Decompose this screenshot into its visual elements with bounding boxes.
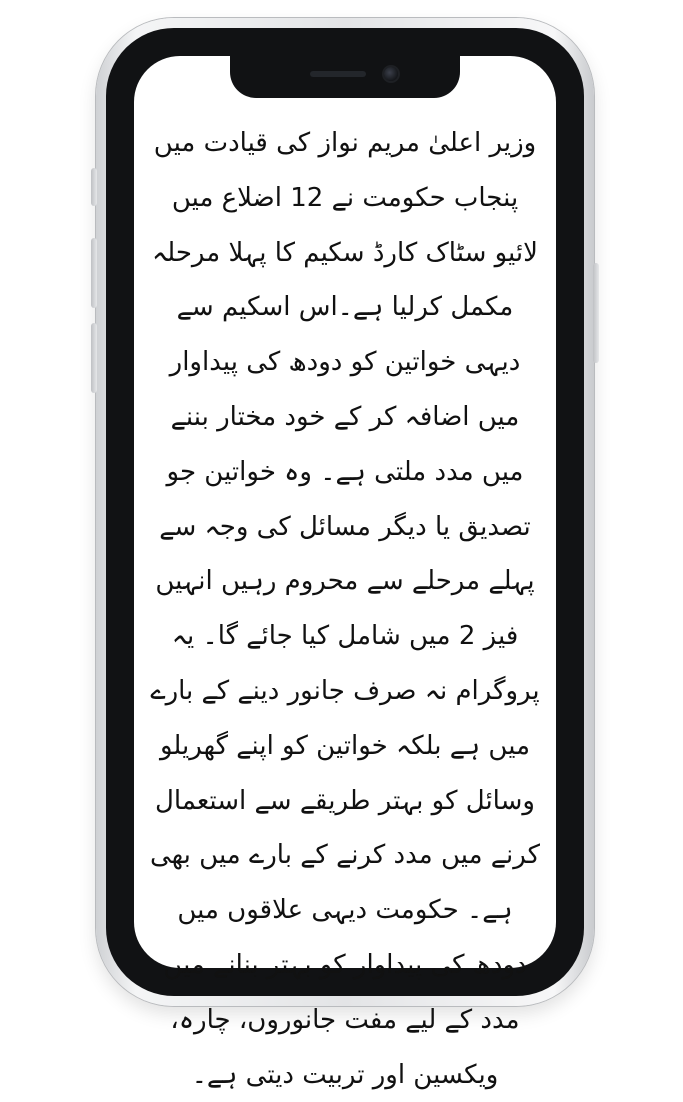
front-camera-icon [384, 67, 398, 81]
notch [230, 56, 460, 98]
phone-bezel [106, 28, 584, 1090]
article-paragraph: وزیر اعلیٰ مریم نواز کی قیادت میں پنجاب حکومت نے 12 اضلاع میں لائیو سٹاک کارڈ سکیم کا پہلا مرحلہ مکمل کرلیا ہے۔اس اسکیم سے دیہی خواتین کو دودھ کی پیداوار میں اضافہ کر کے خود مختار بننے میں مدد ملتی ہے۔ وہ خواتین جو تصدیق یا دیگر مسائل کی وجہ سے پہلے مرحلے سے محروم رہیں انہیں فیز 2 میں شامل کیا جائے گا۔ یہ پروگرام نہ صرف جانور دینے کے بارے میں ہے بلکہ خواتین کو اپنے گھریلو وسائل کو بہتر طریقے سے استعمال کرنے میں مدد کرنے کے بارے میں بھی ہے۔ حکومت دیہی علاقوں میں دودھ کی پیداوار کو بہتر بنانے میں مدد کے لیے مفت جانوروں، چارہ، ویکسین اور تربیت دیتی ہے۔ [150, 128, 540, 1090]
volume-up-button [91, 238, 97, 308]
phone-mockup [96, 18, 594, 1090]
article-text [148, 116, 542, 1102]
silent-switch [91, 168, 97, 206]
phone-screen [134, 56, 556, 1090]
power-button [593, 263, 599, 363]
speaker-grille [310, 71, 366, 77]
volume-down-button [91, 323, 97, 393]
